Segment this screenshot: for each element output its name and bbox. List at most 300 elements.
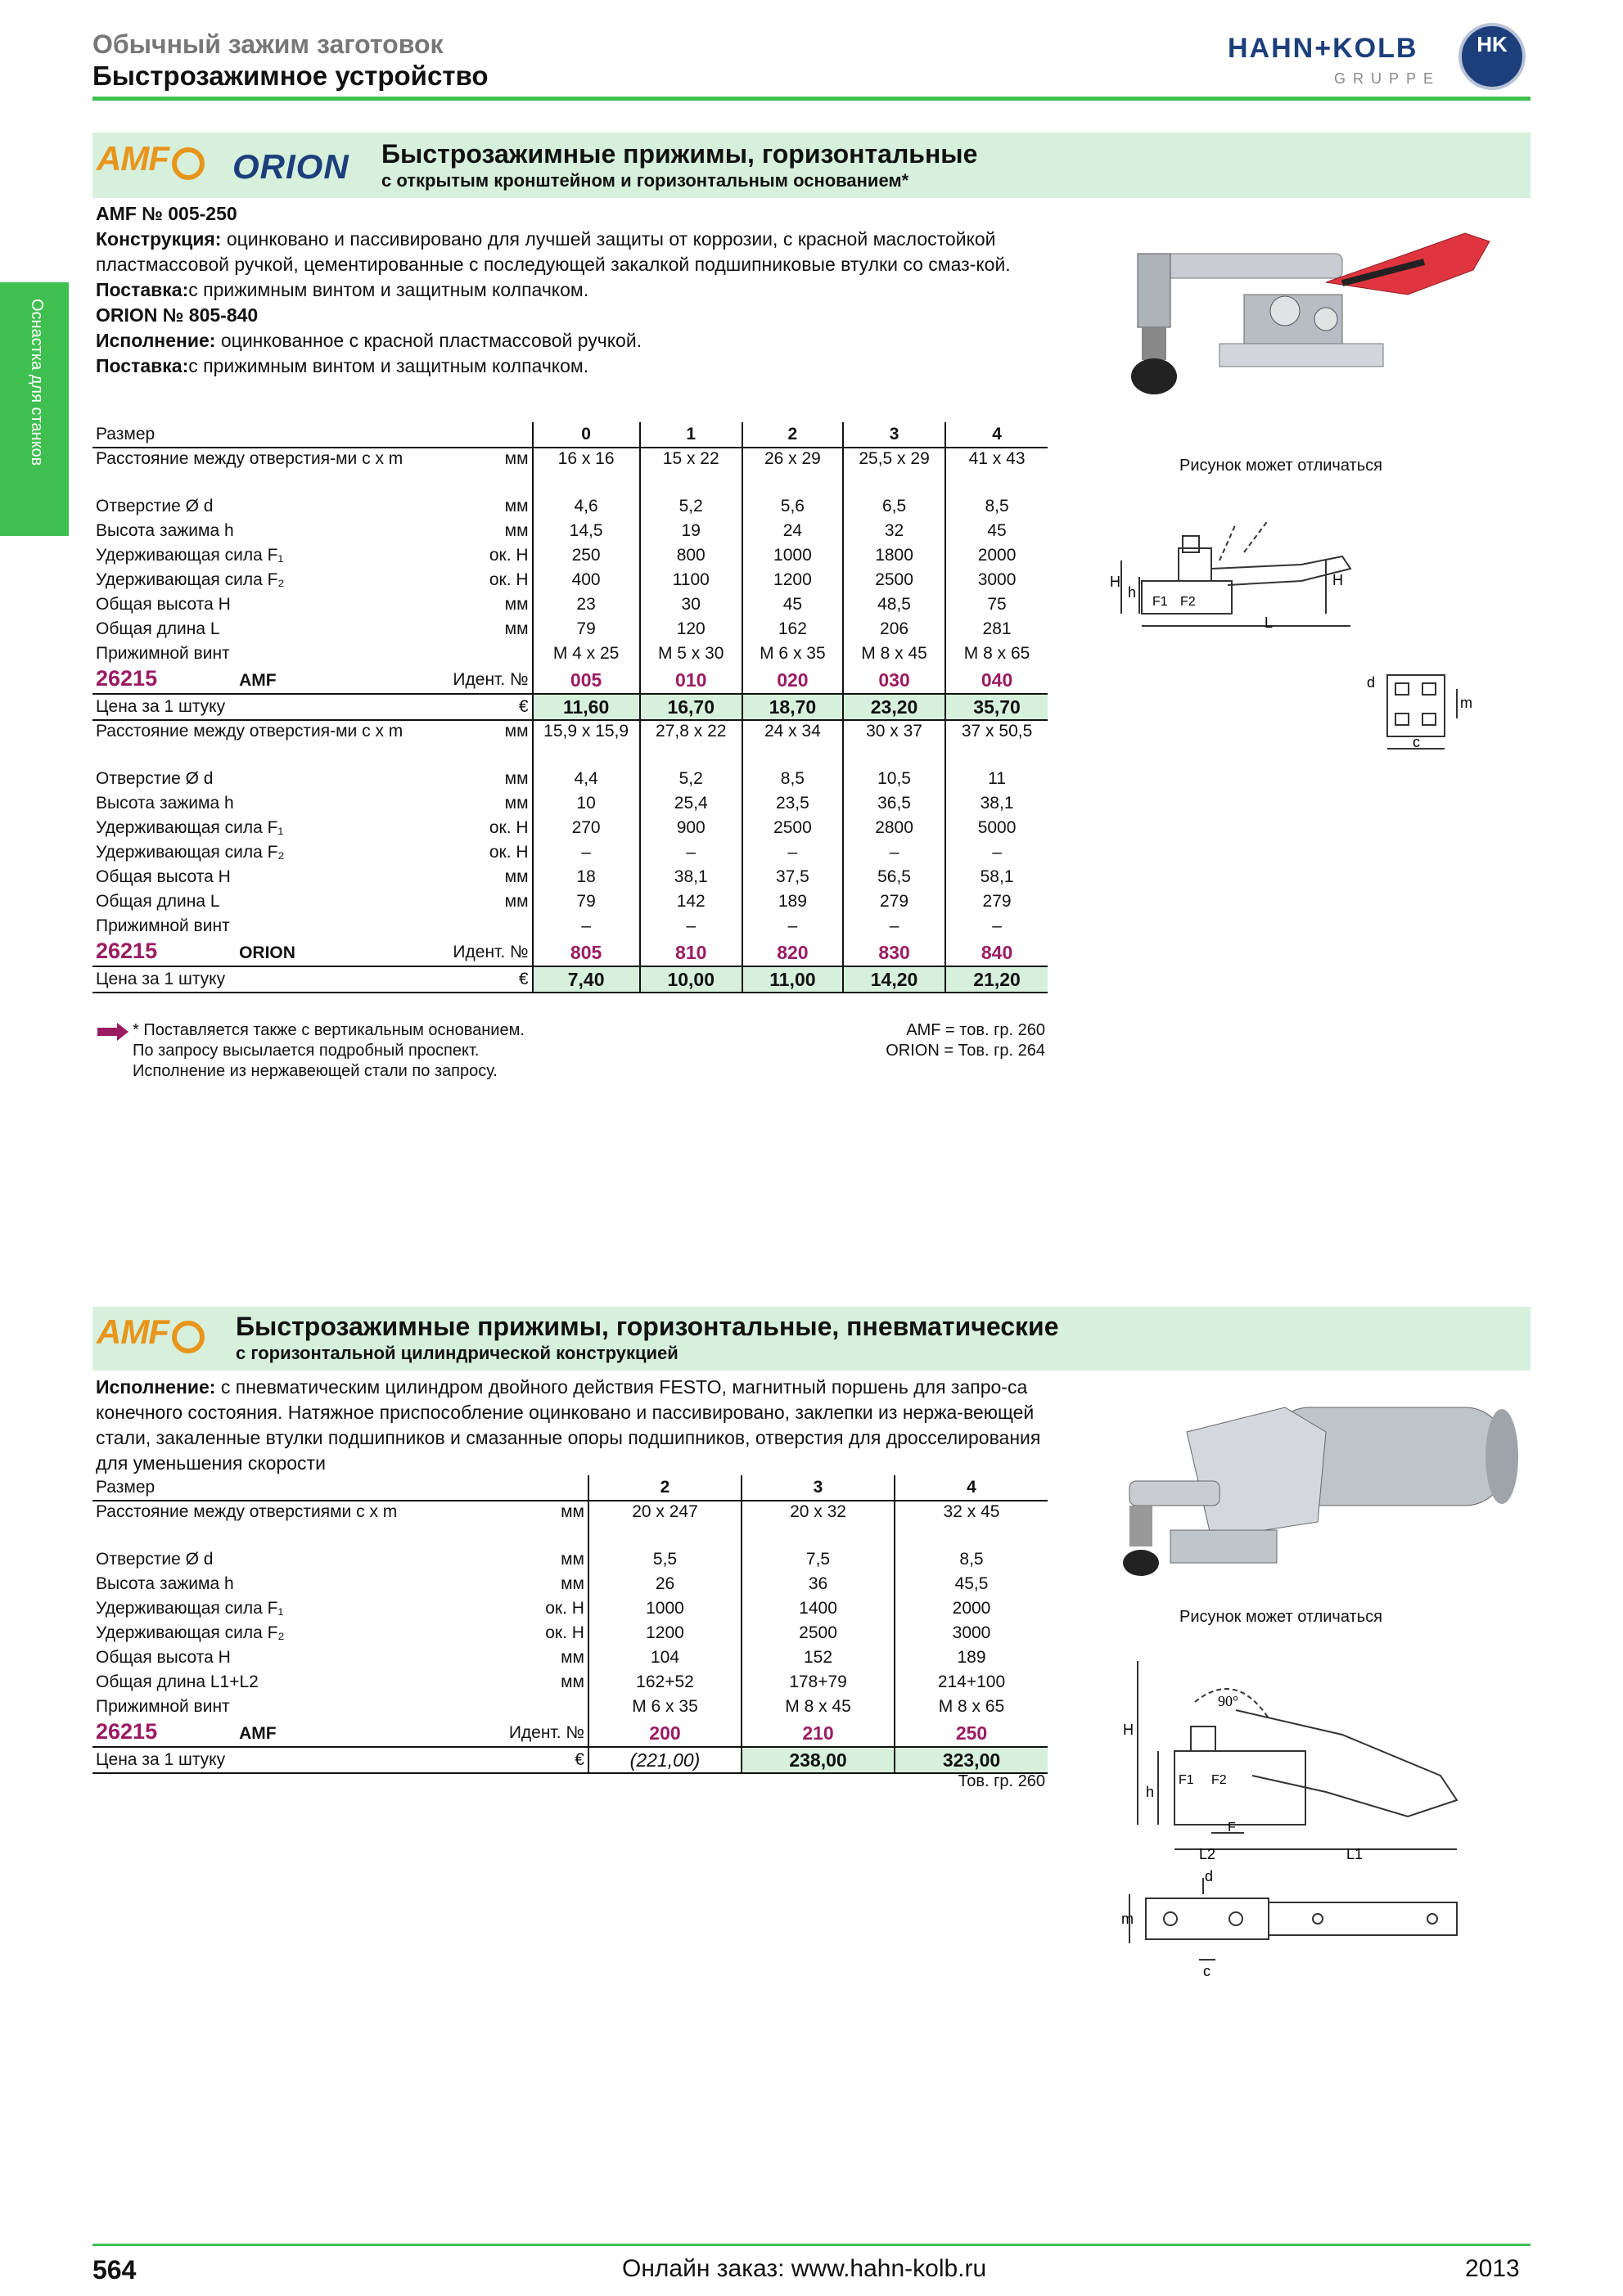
amf-cell: 48,5	[843, 592, 945, 617]
orion-cell: 5000	[945, 816, 1048, 840]
pneumatic-top-drawing	[1121, 1870, 1465, 1984]
construction-text	[96, 227, 1045, 277]
orion-cell: 24 x 34	[742, 720, 843, 767]
orion-row-unit: мм	[504, 769, 529, 788]
amf-price-row	[92, 694, 1048, 720]
orion-cell: 79	[533, 889, 640, 914]
pneumatic-side-drawing	[1113, 1645, 1490, 1874]
pneu-id-cell: 250	[895, 1719, 1048, 1747]
pneu-cell: 1200	[588, 1621, 742, 1645]
header-category: Обычный зажим заготовок	[92, 29, 444, 59]
orion-cell: –	[533, 840, 640, 865]
amf-cell: 41 x 43	[945, 448, 1048, 494]
pneu-row	[92, 1501, 1048, 1547]
amf-price-label: Цена за 1 штуку	[92, 694, 407, 720]
dim-c: c	[1413, 734, 1420, 750]
orion-price-cell: 7,40	[533, 966, 640, 993]
size-spacer-2	[451, 1475, 588, 1501]
pneu-cell: 26	[588, 1572, 742, 1596]
clamp-side-drawing	[1105, 503, 1400, 642]
orion-row-label: Расстояние между отверстия-ми с х m	[96, 722, 403, 741]
orion-cell: 36,5	[843, 791, 945, 816]
dim-L: L	[1265, 615, 1274, 631]
dim2-F1: F1	[1179, 1773, 1194, 1787]
amf-cell: 4,6	[533, 494, 640, 519]
arrow-icon	[96, 1023, 130, 1041]
orion-cell: 37 x 50,5	[945, 720, 1048, 767]
section1-spec-table	[92, 422, 1048, 993]
amf-id-cell: 030	[843, 666, 945, 694]
amf-row-label: Отверстие Ø d	[96, 497, 214, 515]
amf-cell: 45	[742, 592, 843, 617]
pneumatic-clamp-photo	[1080, 1383, 1522, 1612]
group-orion: ORION = Тов. гр. 264	[886, 1042, 1045, 1060]
delivery1-body: с прижимным винтом и защитным колпачком.	[188, 279, 589, 300]
pneu-row	[92, 1670, 1048, 1695]
amf-cell: 75	[945, 592, 1048, 617]
clamp-product-photo	[1080, 205, 1506, 458]
orion-row-label: Прижимной винт	[96, 916, 230, 935]
orion-row	[92, 720, 1048, 767]
pneu-row-label: Отверстие Ø d	[96, 1550, 214, 1569]
amf-row-label: Общая высота H	[96, 595, 231, 614]
amf-id-label-cell	[92, 666, 407, 694]
amf-row-unit: мм	[504, 619, 529, 638]
pneu-row-label: Удерживающая сила F₁	[96, 1599, 284, 1618]
group-amf: AMF = тов. гр. 260	[906, 1021, 1045, 1039]
amf-cell: 5,6	[742, 494, 843, 519]
brand-label: AMF	[239, 671, 277, 690]
amf-row-label: Высота зажима h	[96, 521, 234, 540]
pneu-row-unit: мм	[561, 1502, 584, 1521]
amf-cell: 1100	[640, 568, 742, 592]
amf-cell: 206	[843, 617, 945, 642]
pneu-id-row	[92, 1719, 1048, 1747]
page-number: 564	[92, 2255, 137, 2285]
amf-cell: 800	[640, 543, 742, 568]
orion-row-label: Удерживающая сила F₁	[96, 818, 284, 837]
dim-h: h	[1128, 584, 1137, 601]
amf-price-cell: 35,70	[945, 694, 1048, 720]
orion-cell: –	[945, 914, 1048, 939]
amf-id-row	[92, 666, 1048, 694]
size-header-row	[92, 422, 1048, 448]
size-cell: 4	[945, 422, 1048, 448]
header-title: Быстрозажимное устройство	[92, 61, 489, 91]
delivery1-text	[96, 277, 1045, 303]
dim2-L1: L1	[1346, 1846, 1364, 1862]
orion-cell: 8,5	[742, 767, 843, 791]
amf-row-unit: мм	[504, 449, 529, 468]
article-number: 26215	[96, 666, 158, 691]
pneu-cell: 178+79	[742, 1670, 895, 1695]
amf-cell: 6,5	[843, 494, 945, 519]
orion-cell: 4,4	[533, 767, 640, 791]
dim-F1: F1	[1152, 595, 1168, 609]
execution-text	[96, 328, 1045, 353]
orion-cell: 15,9 x 15,9	[533, 720, 640, 767]
size-label-2: Размер	[92, 1475, 451, 1501]
pneu-row-label: Удерживающая сила F₂	[96, 1623, 285, 1642]
pneu-cell: 45,5	[895, 1572, 1048, 1596]
pneu-row-unit: мм	[561, 1648, 584, 1667]
dim2-d: d	[1205, 1870, 1214, 1884]
pneu-row-label: Высота зажима h	[96, 1574, 234, 1593]
orion-cell: 5,2	[640, 767, 742, 791]
dim-m: m	[1460, 695, 1472, 711]
amf-id-cell: 040	[945, 666, 1048, 694]
amf-cell: 8,5	[945, 494, 1048, 519]
pneu-price-unit: €	[451, 1747, 588, 1773]
dim-H: H	[1110, 574, 1120, 590]
amf-cell: 15 x 22	[640, 448, 742, 494]
amf-row-unit: мм	[504, 595, 529, 614]
amf-cell: 19	[640, 519, 742, 543]
orion-id-label-cell	[92, 939, 407, 966]
amf-row-unit: ок. Н	[489, 570, 529, 589]
dim-d: d	[1367, 674, 1376, 691]
orion-price-cell: 14,20	[843, 966, 945, 993]
brand-label: AMF	[239, 1724, 277, 1743]
pneu-row-unit: мм	[561, 1574, 584, 1593]
size-cell: 1	[640, 422, 742, 448]
pneu-row-unit: ок. Н	[545, 1599, 584, 1618]
amf-price-cell: 18,70	[742, 694, 843, 720]
orion-logo: ORION	[232, 147, 349, 186]
amf-cell: 400	[533, 568, 640, 592]
pneu-row-unit: ок. Н	[545, 1623, 584, 1642]
orion-row	[92, 889, 1048, 914]
amf-cell: 250	[533, 543, 640, 568]
pneu-cell: 189	[895, 1645, 1048, 1670]
amf-id-cell: 005	[533, 666, 640, 694]
amf-cell: 1200	[742, 568, 843, 592]
amf-logo	[97, 139, 205, 183]
orion-id-cell: 810	[640, 939, 742, 966]
article-number: 26215	[96, 1719, 158, 1744]
section2-title: Быстрозажимные прижимы, горизонтальные, пневматические	[236, 1312, 1059, 1341]
amf-row	[92, 543, 1048, 568]
pneu-price-row	[92, 1747, 1048, 1773]
year: 2013	[1465, 2255, 1520, 2282]
delivery2-text	[96, 353, 1045, 379]
orion-row	[92, 791, 1048, 816]
amf-id-label: Идент. №	[453, 669, 529, 689]
pneu-cell: 5,5	[588, 1547, 742, 1572]
amf-cell: M 8 x 65	[945, 642, 1048, 666]
hahn-kolb-logo	[1228, 23, 1531, 97]
pneu-cell: 2000	[895, 1596, 1048, 1621]
amf-price-unit: €	[407, 694, 532, 720]
pneu-row-unit: мм	[561, 1672, 584, 1691]
pneu-id-cell: 210	[742, 1719, 895, 1747]
execution-label: Исполнение:	[96, 330, 216, 351]
orion-price-cell: 10,00	[640, 966, 742, 993]
amf-logo-text-2: AMF	[97, 1312, 169, 1351]
size-cell: 2	[742, 422, 843, 448]
orion-cell: 25,4	[640, 791, 742, 816]
side-tab	[0, 282, 69, 536]
pneu-row-label: Общая высота H	[96, 1648, 231, 1667]
pneu-row-label: Общая длина L1+L2	[96, 1672, 259, 1691]
amf-price-cell: 16,70	[640, 694, 742, 720]
amf-price-cell: 11,60	[533, 694, 640, 720]
amf-cell: 14,5	[533, 519, 640, 543]
orion-cell: –	[742, 914, 843, 939]
section1-subtitle: с открытым кронштейном и горизонтальным основанием*	[381, 170, 909, 191]
pneu-row	[92, 1596, 1048, 1621]
orion-cell: 11	[945, 767, 1048, 791]
orion-id-row	[92, 939, 1048, 966]
dim-F2: F2	[1180, 595, 1196, 609]
pneu-cell: 3000	[895, 1621, 1048, 1645]
amf-cell: 24	[742, 519, 843, 543]
footnote-vertical-base: * Поставляется также с вертикальным основанием.	[133, 1021, 525, 1039]
pneu-cell: 162+52	[588, 1670, 742, 1695]
pneu-row	[92, 1547, 1048, 1572]
pneu-cell: M 8 x 65	[895, 1695, 1048, 1719]
amf-cell: 3000	[945, 568, 1048, 592]
pneu-cell: 104	[588, 1645, 742, 1670]
amf-cell: 32	[843, 519, 945, 543]
delivery2-label: Поставка:	[96, 355, 189, 376]
pneu-row	[92, 1621, 1048, 1645]
header-rule	[92, 97, 1531, 101]
article-number: 26215	[96, 939, 158, 963]
amf-cell: 2500	[843, 568, 945, 592]
orion-row-label: Общая длина L	[96, 892, 220, 911]
amf-cell: 26 x 29	[742, 448, 843, 494]
orion-cell: 37,5	[742, 865, 843, 889]
amf-row	[92, 592, 1048, 617]
amf-row	[92, 617, 1048, 642]
orion-cell: –	[843, 914, 945, 939]
amf-row	[92, 494, 1048, 519]
orion-cell: 900	[640, 816, 742, 840]
orion-cell: –	[640, 840, 742, 865]
amf-row-label: Расстояние между отверстия-ми с х m	[96, 449, 403, 468]
orion-number: ORION № 805-840	[96, 304, 259, 326]
orion-cell: 2500	[742, 816, 843, 840]
amf-ring-icon-2	[172, 1321, 205, 1353]
brand-name: HAHN+KOLB	[1228, 33, 1418, 64]
orion-cell: 30 x 37	[843, 720, 945, 767]
amf-number: AMF № 005-250	[96, 203, 237, 224]
orion-id-cell: 840	[945, 939, 1048, 966]
amf-cell: 25,5 x 29	[843, 448, 945, 494]
pneu-cell: 8,5	[895, 1547, 1048, 1572]
orion-row	[92, 865, 1048, 889]
orion-cell: 279	[843, 889, 945, 914]
amf-row-unit	[407, 642, 532, 666]
pneu-cell: 20 x 247	[588, 1501, 742, 1547]
amf-cell: 1000	[742, 543, 843, 568]
orion-price-unit: €	[407, 966, 532, 993]
section1-image-caption: Рисунок может отличаться	[1179, 457, 1382, 475]
amf-cell: 16 x 16	[533, 448, 640, 494]
orion-price-cell: 21,20	[945, 966, 1048, 993]
amf-id-cell: 020	[742, 666, 843, 694]
side-tab-label: Оснастка для станков	[28, 299, 46, 466]
amf-logo-2	[97, 1312, 205, 1357]
pneu-id-label-cell	[92, 1719, 451, 1747]
online-order: Онлайн заказ: www.hahn-kolb.ru	[622, 2255, 987, 2282]
pneu-cell: M 8 x 45	[742, 1695, 895, 1719]
amf-row-unit: мм	[504, 497, 529, 515]
orion-row	[92, 816, 1048, 840]
delivery1-label: Поставка:	[96, 279, 189, 300]
section1-product-groups	[818, 1020, 1045, 1061]
size-cell: 0	[533, 422, 640, 448]
orion-cell: 38,1	[640, 865, 742, 889]
section1-footnotes	[133, 1020, 525, 1082]
amf-cell: 79	[533, 617, 640, 642]
dim2-F2: F2	[1211, 1773, 1227, 1787]
size-cell: 3	[843, 422, 945, 448]
orion-id-cell: 820	[742, 939, 843, 966]
size-spacer	[407, 422, 532, 448]
size-cell-2: 2	[588, 1475, 742, 1501]
amf-id-cell: 010	[640, 666, 742, 694]
amf-row-label: Удерживающая сила F₁	[96, 546, 284, 565]
amf-cell: M 6 x 35	[742, 642, 843, 666]
pneu-cell: 32 x 45	[895, 1501, 1048, 1547]
orion-row-label: Высота зажима h	[96, 794, 234, 813]
dim2-m: m	[1121, 1911, 1134, 1927]
orion-row-unit: ок. Н	[489, 818, 529, 837]
section2-execution	[96, 1375, 1049, 1476]
orion-cell: –	[533, 914, 640, 939]
orion-cell: 23,5	[742, 791, 843, 816]
amf-row	[92, 519, 1048, 543]
amf-cell: 120	[640, 617, 742, 642]
orion-row-label: Удерживающая сила F₂	[96, 843, 285, 862]
pneu-cell: 1400	[742, 1596, 895, 1621]
amf-row-label: Общая длина L	[96, 619, 220, 638]
amf-ring-icon	[172, 147, 205, 180]
orion-row	[92, 840, 1048, 865]
orion-cell: –	[843, 840, 945, 865]
amf-logo-text: AMF	[97, 139, 169, 178]
amf-row	[92, 642, 1048, 666]
amf-cell: 30	[640, 592, 742, 617]
orion-cell: –	[945, 840, 1048, 865]
section2-spec-table	[92, 1475, 1048, 1774]
footer-rule	[92, 2244, 1531, 2246]
pneu-id-label: Идент. №	[508, 1722, 584, 1742]
size-header-row-2	[92, 1475, 1048, 1501]
pneu-row	[92, 1572, 1048, 1596]
orion-cell: 270	[533, 816, 640, 840]
pneu-cell: 214+100	[895, 1670, 1048, 1695]
pneu-cell: 20 x 32	[742, 1501, 895, 1547]
amf-row-label: Удерживающая сила F₂	[96, 570, 285, 589]
amf-cell: 2000	[945, 543, 1048, 568]
footnote-prospectus: По запросу высылается подробный проспект.	[133, 1042, 480, 1060]
section1-description	[96, 201, 1045, 379]
orion-row-unit: мм	[504, 794, 529, 813]
section2-subtitle: с горизонтальной цилиндрической конструкцией	[236, 1343, 679, 1363]
pneu-id-cell: 200	[588, 1719, 742, 1747]
dim2-L2: L2	[1199, 1846, 1216, 1862]
amf-cell: 1800	[843, 543, 945, 568]
section2-image-caption: Рисунок может отличаться	[1179, 1608, 1382, 1626]
size-label: Размер	[92, 422, 407, 448]
orion-row-unit: мм	[504, 722, 529, 741]
amf-cell: M 4 x 25	[533, 642, 640, 666]
orion-cell: 10	[533, 791, 640, 816]
pneu-price-cell: (221,00)	[588, 1747, 742, 1773]
orion-cell: 142	[640, 889, 742, 914]
dim-H-right: H	[1332, 572, 1343, 588]
orion-id-cell: 805	[533, 939, 640, 966]
orion-price-label: Цена за 1 штуку	[92, 966, 407, 993]
orion-row-label: Общая высота H	[96, 867, 231, 886]
amf-cell: 23	[533, 592, 640, 617]
size-cell-2: 3	[742, 1475, 895, 1501]
brand-label: ORION	[239, 943, 295, 962]
section2-product-group: Тов. гр. 260	[958, 1772, 1045, 1790]
pneu-row-label: Расстояние между отверстиями с х m	[96, 1502, 398, 1521]
pneu-cell: 7,5	[742, 1547, 895, 1572]
pneu-cell: M 6 x 35	[588, 1695, 742, 1719]
amf-cell: M 5 x 30	[640, 642, 742, 666]
orion-price-cell: 11,00	[742, 966, 843, 993]
orion-row-unit: ок. Н	[489, 843, 529, 862]
orion-cell: 2800	[843, 816, 945, 840]
pneu-cell: 1000	[588, 1596, 742, 1621]
execution-body: оцинкованное с красной пластмассовой ручкой.	[215, 330, 642, 351]
orion-row-unit: мм	[504, 867, 529, 886]
amf-row-unit: ок. Н	[489, 546, 529, 565]
orion-cell: 279	[945, 889, 1048, 914]
clamp-base-drawing	[1359, 663, 1481, 757]
amf-cell: 162	[742, 617, 843, 642]
execution2-label: Исполнение:	[96, 1376, 216, 1398]
amf-row	[92, 448, 1048, 494]
amf-price-cell: 23,20	[843, 694, 945, 720]
amf-cell: M 8 x 45	[843, 642, 945, 666]
pneu-cell: 152	[742, 1645, 895, 1670]
orion-cell: –	[640, 914, 742, 939]
orion-id-cell: 830	[843, 939, 945, 966]
dim2-h: h	[1146, 1784, 1155, 1800]
amf-cell: 281	[945, 617, 1048, 642]
dim2-c: c	[1203, 1963, 1210, 1979]
orion-id-label: Идент. №	[453, 942, 529, 961]
amf-row-label: Прижимной винт	[96, 644, 230, 663]
size-cell-2: 4	[895, 1475, 1048, 1501]
orion-price-row	[92, 966, 1048, 993]
dim2-F: F	[1228, 1821, 1236, 1835]
brand-badge-icon: HK	[1458, 23, 1526, 90]
pneu-row-unit: мм	[561, 1550, 584, 1569]
execution2-body: с пневматическим цилиндром двойного действия FESTO, магнитный поршень для запро-са конечного состояния. Натяжное приспособление оцинковано и пассивировано, заклепки из нержа-веющей стали, закаленные втулки подшипников и смазанные опоры подшипников, отверстия для дросселирования для уменьшения скорости	[96, 1376, 1041, 1474]
dim2-H: H	[1123, 1722, 1134, 1738]
orion-cell: 189	[742, 889, 843, 914]
orion-cell: 27,8 x 22	[640, 720, 742, 767]
orion-cell: 18	[533, 865, 640, 889]
pneu-cell: 36	[742, 1572, 895, 1596]
dim2-angle: 90°	[1218, 1693, 1239, 1709]
amf-row	[92, 568, 1048, 592]
pneu-row-label: Прижимной винт	[96, 1697, 230, 1716]
orion-row	[92, 914, 1048, 939]
orion-cell: 58,1	[945, 865, 1048, 889]
pneu-price-label: Цена за 1 штуку	[92, 1747, 451, 1773]
pneu-price-cell: 323,00	[895, 1747, 1048, 1773]
pneu-row	[92, 1645, 1048, 1670]
